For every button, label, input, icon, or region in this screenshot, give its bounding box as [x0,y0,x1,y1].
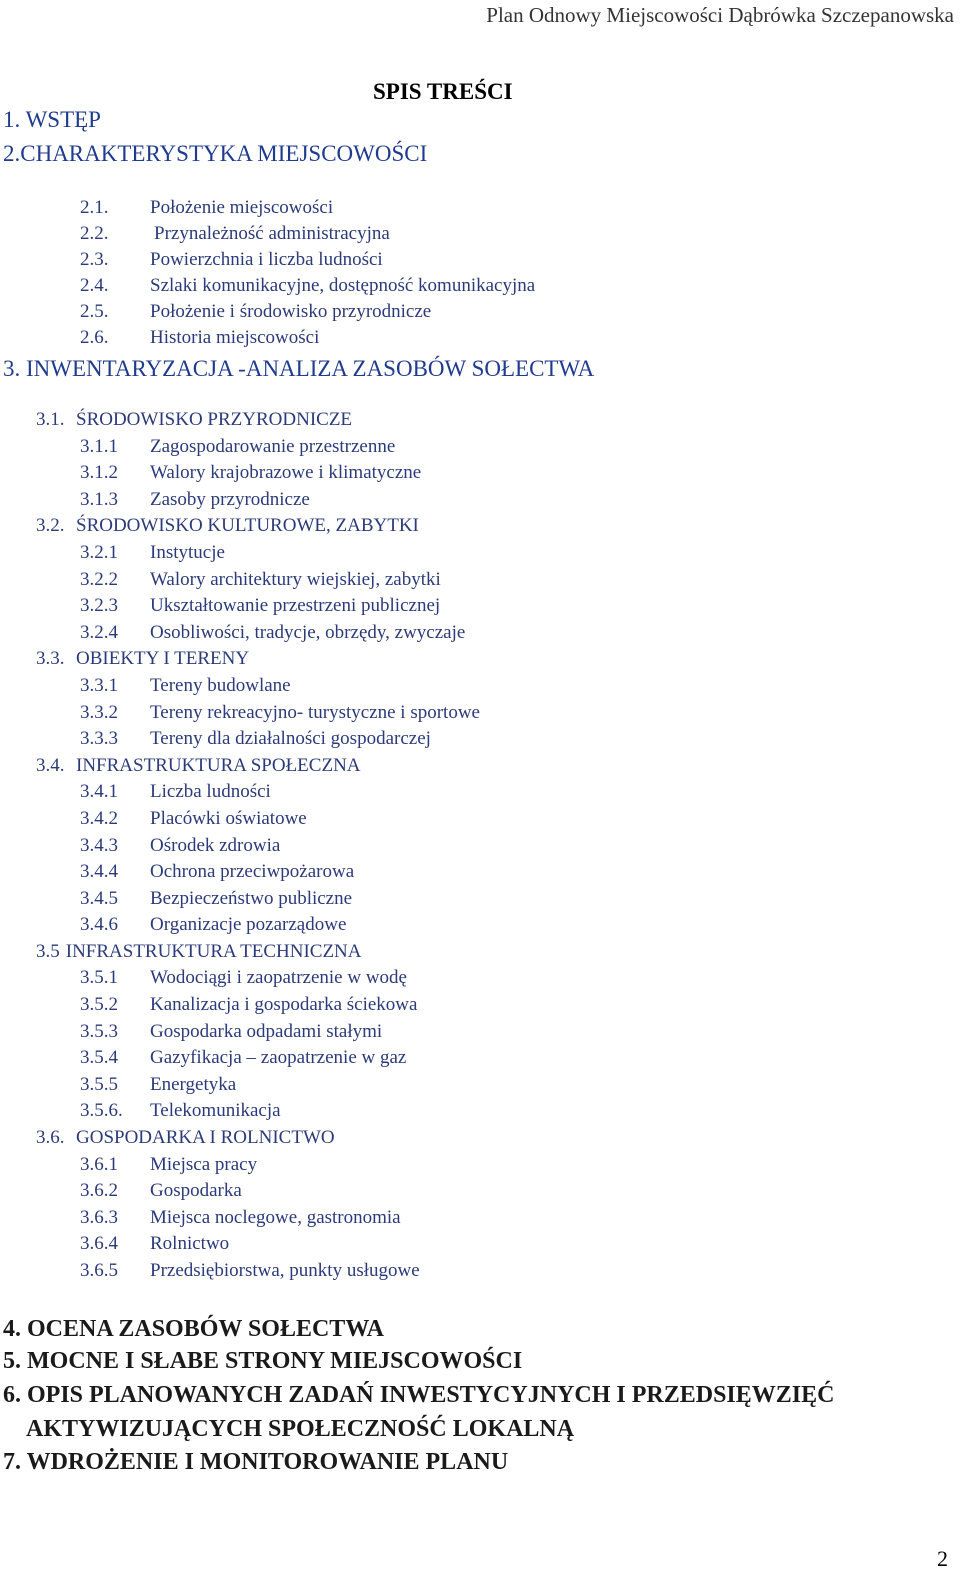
item-number: 3.5.6. [80,1100,123,1121]
item-label: INFRASTRUKTURA TECHNICZNA [65,941,362,962]
toc-item-3-2[interactable] [36,516,419,535]
item-label: ŚRODOWISKO PRZYRODNICZE [76,409,353,430]
item-label: Przedsiębiorstwa, punkty usługowe [150,1260,420,1281]
item-number: 3.2.1 [80,542,118,563]
item-label: ŚRODOWISKO KULTUROWE, ZABYTKI [76,515,419,536]
toc-item-3-5-3[interactable] [80,1022,382,1041]
item-number: 3.1. [36,409,65,430]
toc-item-3-4[interactable] [36,756,361,775]
toc-item-2-3[interactable] [80,250,383,269]
toc-section-6-continued[interactable]: AKTYWIZUJĄCYCH SPOŁECZNOŚĆ LOKALNĄ [26,1416,575,1442]
toc-section-4[interactable]: 4. OCENA ZASOBÓW SOŁECTWA [3,1316,384,1342]
toc-item-3-4-4[interactable] [80,862,354,881]
toc-item-3-6-1[interactable] [80,1155,257,1174]
item-label: Placówki oświatowe [150,808,307,829]
item-label: Instytucje [150,542,225,563]
item-number: 3.1.2 [80,462,118,483]
toc-item-3-4-1[interactable] [80,782,271,801]
toc-item-3-5-2[interactable] [80,995,417,1014]
toc-item-3-4-2[interactable] [80,809,307,828]
toc-item-3-2-1[interactable] [80,543,225,562]
toc-item-3-1-2[interactable] [80,463,421,482]
toc-item-3-1[interactable] [36,410,352,429]
item-label: Ukształtowanie przestrzeni publicznej [150,595,441,616]
item-number: 3.5.5 [80,1074,118,1095]
toc-section-7[interactable]: 7. WDROŻENIE I MONITOROWANIE PLANU [3,1449,509,1475]
item-label: Zasoby przyrodnicze [150,489,310,510]
page-number: 2 [937,1546,948,1571]
item-number: 3.4.2 [80,808,118,829]
item-number: 3.4.1 [80,781,118,802]
item-label: Gazyfikacja – zaopatrzenie w gaz [150,1047,407,1068]
toc-section-6[interactable]: 6. OPIS PLANOWANYCH ZADAŃ INWESTYCYJNYCH I PRZEDSIĘWZIĘĆ [3,1382,835,1408]
item-number: 3.4. [36,755,65,776]
item-label: OBIEKTY I TERENY [76,648,250,669]
item-label: Ochrona przeciwpożarowa [150,861,355,882]
item-label: Szlaki komunikacyjne, dostępność komunikacyjna [150,275,536,296]
toc-item-3-1-1[interactable] [80,437,395,456]
item-label: Liczba ludności [150,781,271,802]
item-number: 3.6.4 [80,1233,118,1254]
item-label: INFRASTRUKTURA SPOŁECZNA [76,755,361,776]
item-label: Historia miejscowości [150,327,320,348]
toc-item-3-6-5[interactable] [80,1261,420,1280]
item-number: 3.6. [36,1127,65,1148]
item-number: 3.5.1 [80,967,118,988]
item-label: Walory architektury wiejskiej, zabytki [150,569,441,590]
item-number: 3.3.3 [80,728,118,749]
item-label: Położenie i środowisko przyrodnicze [150,301,432,322]
item-number: 3.4.4 [80,861,118,882]
item-number: 3.4.6 [80,914,118,935]
toc-section-2[interactable]: 2.CHARAKTERYSTYKA MIEJSCOWOŚCI [3,141,428,166]
toc-item-2-2[interactable] [80,224,390,243]
toc-item-3-3-1[interactable] [80,676,291,695]
toc-item-3-6-3[interactable] [80,1208,401,1227]
item-label: Położenie miejscowości [150,197,334,218]
toc-item-3-6-4[interactable] [80,1234,229,1253]
item-number: 2.3. [80,249,109,270]
toc-item-3-3-2[interactable] [80,703,480,722]
item-number: 3.2.2 [80,569,118,590]
toc-section-1[interactable]: 1. WSTĘP [3,107,101,132]
toc-item-2-4[interactable] [80,276,535,295]
item-number: 3.6.2 [80,1180,118,1201]
toc-item-3-2-2[interactable] [80,570,441,589]
item-label: Zagospodarowanie przestrzenne [150,436,396,457]
toc-item-3-5-5[interactable] [80,1075,236,1094]
item-label: Wodociągi i zaopatrzenie w wodę [150,967,407,988]
item-label: Rolnictwo [150,1233,230,1254]
item-label: Tereny dla działalności gospodarczej [150,728,431,749]
toc-item-3-2-4[interactable] [80,623,465,642]
item-label: Ośrodek zdrowia [150,835,281,856]
toc-item-3-5-1[interactable] [80,968,407,987]
item-number: 2.1. [80,197,109,218]
item-number: 3.6.1 [80,1154,118,1175]
item-number: 3.3. [36,648,65,669]
item-number: 3.2.3 [80,595,118,616]
item-number: 2.4. [80,275,109,296]
toc-item-2-6[interactable] [80,328,319,347]
toc-section-5[interactable]: 5. MOCNE I SŁABE STRONY MIEJSCOWOŚCI [3,1348,523,1374]
item-label: Powierzchnia i liczba ludności [150,249,383,270]
item-label: Osobliwości, tradycje, obrzędy, zwyczaje [150,622,466,643]
item-label: Bezpieczeństwo publiczne [150,888,353,909]
item-label: Miejsca noclegowe, gastronomia [150,1207,401,1228]
item-number: 3.2. [36,515,65,536]
toc-item-3-4-6[interactable] [80,915,346,934]
item-label: Gospodarka odpadami stałymi [150,1021,383,1042]
item-number: 3.6.3 [80,1207,118,1228]
item-number: 3.5.2 [80,994,118,1015]
item-number: 3.4.5 [80,888,118,909]
item-label: Miejsca pracy [150,1154,258,1175]
toc-item-3-4-3[interactable] [80,836,280,855]
item-number: 3.4.3 [80,835,118,856]
toc-item-3-6-2[interactable] [80,1181,242,1200]
item-number: 3.5 [36,941,60,962]
item-label: GOSPODARKA I ROLNICTWO [76,1127,335,1148]
item-label: Energetyka [150,1074,237,1095]
item-label: Walory krajobrazowe i klimatyczne [150,462,422,483]
toc-item-3-5[interactable] [36,942,362,961]
page-header: Plan Odnowy Miejscowości Dąbrówka Szczepanowska [486,3,954,27]
toc-item-3-3[interactable] [36,649,249,668]
toc-item-3-5-6[interactable] [80,1101,281,1120]
item-number: 3.5.4 [80,1047,118,1068]
toc-item-3-2-3[interactable] [80,596,440,615]
item-number: 3.1.3 [80,489,118,510]
toc-item-2-5[interactable] [80,302,431,321]
item-label: Tereny rekreacyjno- turystyczne i sportowe [150,702,480,723]
item-label: Kanalizacja i gospodarka ściekowa [150,994,418,1015]
toc-item-3-5-4[interactable] [80,1048,406,1067]
item-number: 2.2. [80,223,109,244]
item-number: 3.3.2 [80,702,118,723]
toc-item-3-6[interactable] [36,1128,335,1147]
item-number: 2.5. [80,301,109,322]
item-number: 3.5.3 [80,1021,118,1042]
item-label: Tereny budowlane [150,675,291,696]
item-label: Organizacje pozarządowe [150,914,347,935]
item-number: 2.6. [80,327,109,348]
item-label: Telekomunikacja [150,1100,281,1121]
item-number: 3.1.1 [80,436,118,457]
item-label: Gospodarka [150,1180,242,1201]
toc-title: SPIS TREŚCI [373,79,513,104]
toc-item-3-3-3[interactable] [80,729,431,748]
item-number: 3.6.5 [80,1260,118,1281]
item-number: 3.2.4 [80,622,118,643]
toc-item-3-4-5[interactable] [80,889,352,908]
toc-item-3-1-3[interactable] [80,490,310,509]
toc-item-2-1[interactable] [80,198,333,217]
item-number: 3.3.1 [80,675,118,696]
toc-section-3[interactable]: 3. INWENTARYZACJA -ANALIZA ZASOBÓW SOŁECTWA [3,356,595,381]
item-label: Przynależność administracyjna [154,223,390,244]
